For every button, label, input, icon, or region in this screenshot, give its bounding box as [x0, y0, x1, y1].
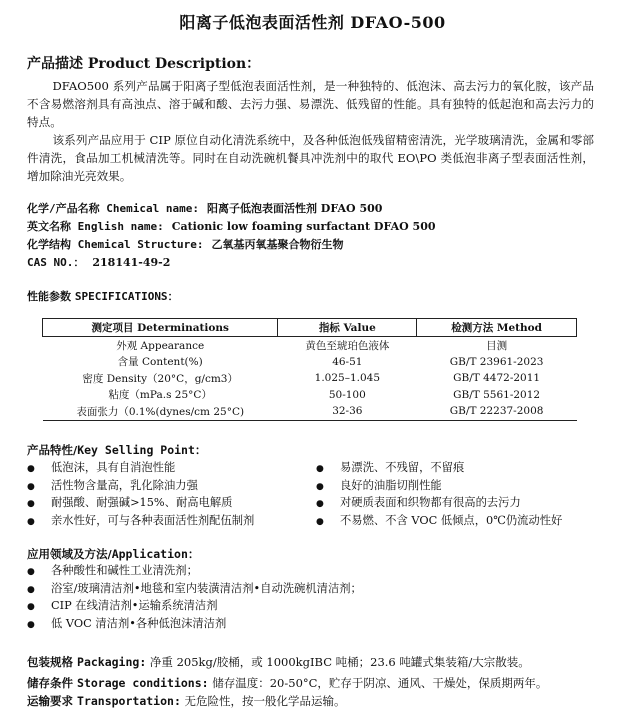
- list-item-text: 良好的油脂切削性能: [340, 478, 442, 492]
- info-value: 218141-49-2: [92, 256, 171, 269]
- key-selling-heading: [27, 442, 206, 458]
- list-item: [27, 615, 362, 633]
- info-chemical-name: [27, 200, 382, 216]
- application-heading: [27, 546, 199, 562]
- application-heading-cn: 应用领域及方法/: [27, 547, 112, 561]
- storage-label-en: Storage conditions:: [77, 676, 209, 690]
- info-label: 化学/产品名称 Chemical name:: [27, 202, 199, 215]
- list-item-text: 亲水性好，可与各种表面活性剂配伍制剂: [51, 513, 255, 527]
- packaging-label: [27, 655, 146, 669]
- list-item-text: 各种酸性和碱性工业清洗剂；: [51, 564, 198, 577]
- bullet-icon: ●: [316, 464, 324, 474]
- table-row: [43, 354, 577, 371]
- bullet-icon: ●: [27, 499, 35, 509]
- cell-value: 32-36: [278, 403, 417, 420]
- bullet-icon: ●: [316, 516, 324, 527]
- list-item-text: CIP 在线清洁剂•运输系统清洁剂: [51, 599, 218, 612]
- list-item: [27, 562, 362, 580]
- bullet-icon: ●: [27, 602, 35, 612]
- table-row: [43, 370, 577, 387]
- bullet-icon: ●: [27, 481, 35, 492]
- info-cas-number: [27, 254, 170, 270]
- transportation-line: [27, 693, 346, 709]
- packaging-value: 净重 205kg/胶桶，或 1000kgIBC 吨桶；23.6 吨罐式集装箱/大宗散装。: [149, 655, 530, 669]
- info-value: Cationic low foaming surfactant DFAO 500: [171, 220, 436, 233]
- header-determinations: 测定项目 Determinations: [43, 319, 278, 337]
- transportation-label-en: Transportation:: [77, 694, 181, 708]
- list-item: [316, 459, 562, 477]
- key-selling-list-right: [316, 459, 562, 529]
- table-row: [43, 337, 577, 354]
- cell-method: GB/T 22237-2008: [417, 403, 577, 420]
- specifications-heading-cn: 性能参数: [27, 290, 71, 303]
- packaging-line: [27, 654, 530, 670]
- description-paragraph-2: 该系列产品应用于 CIP 原位自动化清洗系统中，及各种低泡低残留精密清洗，光学玻璃清洗，金属和零部件清洗，食品加工机械清洗等。同时在自动洗碗机餐具冲洗剂中的取代 EO\PO 类低泡非离子型表面活性剂，增加除油光亮效果。: [27, 133, 594, 183]
- info-value: 乙氧基丙氧基聚合物衍生物: [211, 238, 344, 251]
- list-item-text: 耐强酸、耐强碱>15%、耐高电解质: [51, 496, 233, 509]
- storage-line: [27, 675, 547, 691]
- list-item: [316, 512, 562, 530]
- list-item-text: 低泡沫，具有自消泡性能: [51, 461, 176, 474]
- cell-method: GB/T 4472-2011: [453, 372, 541, 385]
- specifications-heading: [27, 288, 179, 304]
- storage-label-cn: 储存条件: [27, 676, 73, 690]
- key-selling-heading-cn: 产品特性/: [27, 443, 78, 457]
- description-paragraph-1: DFAO500 系列产品属于阳离子型低泡表面活性剂，是一种独特的、低泡沫、高去污力的氧化胺，该产品不含易燃溶剂具有高浊点、溶于碱和酸、去污力强、易漂洗、低残留的性能。具有独特的低起泡和高去污力的特点。: [27, 79, 594, 129]
- cell-method: GB/T 5561-2012: [453, 388, 541, 401]
- transportation-label-cn: 运输要求: [27, 694, 73, 708]
- key-selling-list-left: [27, 459, 254, 529]
- bullet-icon: ●: [316, 481, 324, 492]
- storage-value: 储存温度：20-50°C，贮存于阴凉、通风、干燥处，保质期两年。: [212, 676, 548, 690]
- cell-method: 目测: [486, 339, 508, 352]
- application-heading-en: Application：: [111, 547, 200, 561]
- list-item: [27, 580, 362, 598]
- list-item: [316, 477, 562, 495]
- bullet-icon: ●: [27, 619, 35, 630]
- list-item-text: 低 VOC 清洁剂•各种低泡沫清洁剂: [51, 616, 227, 630]
- list-item-text: 浴室/玻璃清洁剂•地毯和室内装潢清洁剂•自动洗碗机清洁剂；: [51, 581, 362, 595]
- bullet-icon: ●: [27, 567, 35, 577]
- cell-value: 50-100: [328, 388, 366, 401]
- header-method: 检测方法 Method: [417, 319, 577, 337]
- table-row: [43, 403, 577, 420]
- packaging-label-cn: 包装规格: [27, 655, 73, 669]
- description-heading: 产品描述 Product Description：: [27, 56, 261, 72]
- table-header-row: [43, 319, 577, 337]
- list-item-text: 不易燃、不含 VOC 低倾点，0℃仍流动性好: [340, 513, 563, 527]
- info-label: CAS NO.：: [27, 256, 85, 269]
- bullet-icon: ●: [27, 516, 35, 527]
- info-chemical-structure: [27, 236, 343, 252]
- cell-value: 黄色至琥珀色液体: [305, 339, 390, 352]
- cell-determination: 粘度（mPa.s 25°C）: [108, 389, 212, 402]
- cell-determination: 表面张力（0.1%(dynes/cm 25°C): [43, 403, 278, 420]
- list-item: [27, 494, 254, 512]
- info-label: 英文名称 English name:: [27, 220, 164, 233]
- document-title: 阳离子低泡表面活性剂 DFAO-500: [179, 13, 446, 32]
- list-item: [316, 494, 562, 512]
- cell-determination: 含量 Content(%): [117, 356, 203, 369]
- list-item: [27, 512, 254, 530]
- key-selling-heading-en: Key Selling Point：: [77, 443, 207, 457]
- transportation-label: [27, 694, 181, 708]
- list-item: [27, 459, 254, 477]
- info-english-name: [27, 218, 436, 234]
- list-item: [27, 597, 362, 615]
- cell-value: 46-51: [332, 355, 363, 368]
- cell-determination: 密度 Density（20°C，g/cm3）: [82, 372, 238, 385]
- list-item-text: 易漂洗、不残留，不留痕: [340, 461, 465, 474]
- bullet-icon: ●: [27, 584, 35, 595]
- header-value: 指标 Value: [278, 319, 417, 337]
- list-item-text: 活性物含量高，乳化除油力强: [51, 478, 198, 492]
- specifications-table: [42, 318, 577, 421]
- packaging-label-en: Packaging:: [77, 655, 147, 669]
- bullet-icon: ●: [27, 464, 35, 474]
- list-item-text: 对硬质表面和织物都有很高的去污力: [340, 496, 521, 509]
- application-list: [27, 562, 362, 632]
- cell-value: 1.025–1.045: [314, 372, 381, 385]
- info-label: 化学结构 Chemical Structure:: [27, 238, 204, 251]
- list-item: [27, 477, 254, 495]
- storage-label: [27, 676, 209, 690]
- cell-method: GB/T 23961-2023: [449, 355, 544, 368]
- bullet-icon: ●: [316, 499, 324, 509]
- info-value: 阳离子低泡表面活性剂 DFAO 500: [206, 202, 383, 215]
- specifications-heading-en: SPECIFICATIONS：: [74, 290, 179, 303]
- table-row: [43, 387, 577, 404]
- transportation-value: 无危险性，按一般化学品运输。: [184, 694, 346, 708]
- cell-determination: 外观 Appearance: [116, 339, 205, 352]
